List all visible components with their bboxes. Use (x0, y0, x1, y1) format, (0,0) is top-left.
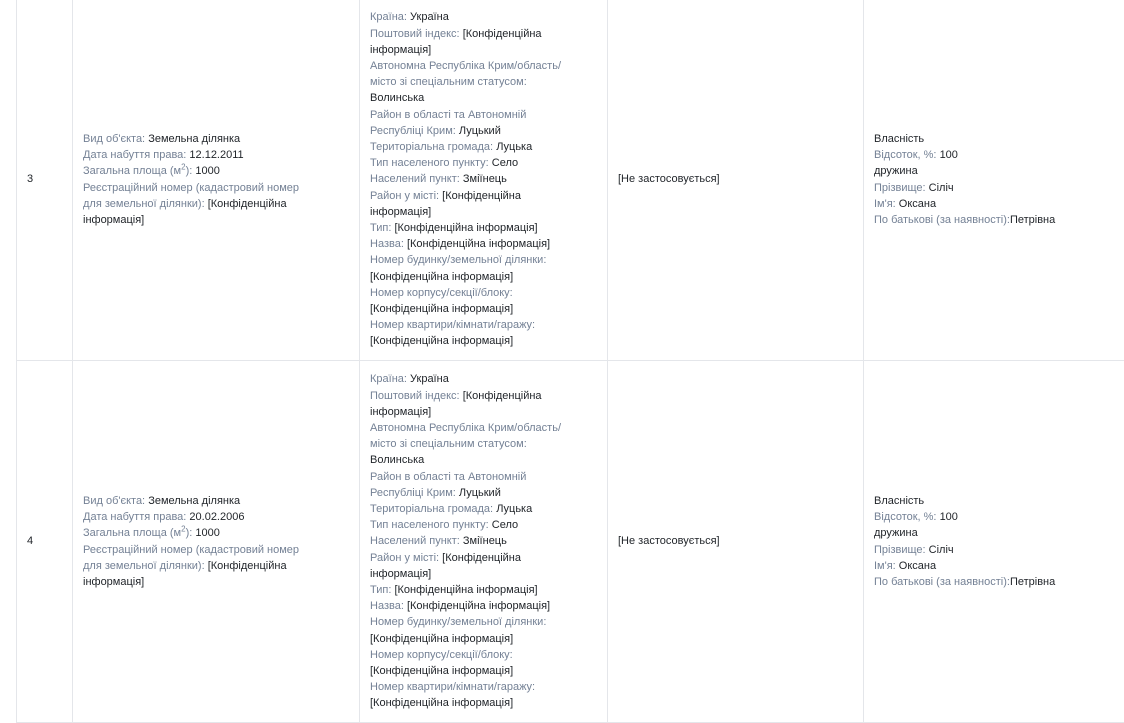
share-value: 100 (940, 149, 958, 161)
community-value: Луцька (496, 503, 532, 515)
share-line (874, 509, 1124, 525)
district-value: Луцький (459, 487, 501, 499)
building-label: Номер корпусу/секції/блоку: (370, 285, 597, 301)
house-label: Номер будинку/земельної ділянки: (370, 614, 597, 630)
postal-line (370, 388, 597, 404)
surname-line (874, 542, 1124, 558)
community-label: Територіальна громада: (370, 503, 493, 515)
area-value: 1000 (195, 165, 219, 177)
city-district-line (370, 188, 597, 204)
settlement-type-label: Тип населеного пункту: (370, 157, 489, 169)
house-label: Номер будинку/земельної ділянки: (370, 252, 597, 268)
street-name-label: Назва: (370, 238, 404, 250)
area-label (83, 527, 192, 539)
row-number: 4 (27, 535, 33, 547)
object-cell (73, 0, 360, 361)
apartment-label: Номер квартири/кімнати/гаражу: (370, 317, 597, 333)
settlement-type-line (370, 155, 597, 171)
street-type-line (370, 582, 597, 598)
area-label-text: Загальна площа (м (83, 527, 181, 539)
settlement-label: Населений пункт: (370, 173, 460, 185)
postal-line (370, 26, 597, 42)
country-line (370, 371, 597, 387)
value-cell (608, 0, 864, 361)
patronymic-line (874, 574, 1124, 590)
name-value: Оксана (899, 560, 936, 572)
street-type-line (370, 220, 597, 236)
district-label-2: Республіці Крим: (370, 487, 456, 499)
name-label: Ім'я: (874, 198, 896, 210)
row-number: 3 (27, 173, 33, 185)
share-label: Відсоток, %: (874, 511, 937, 523)
patronymic-value: Петрівна (1010, 576, 1055, 588)
district-line (370, 485, 597, 501)
share-label: Відсоток, %: (874, 149, 937, 161)
table-row (17, 361, 1124, 723)
community-value: Луцька (496, 141, 532, 153)
object-cell (73, 361, 360, 723)
settlement-line (370, 533, 597, 549)
region-label-1: Автономна Республіка Крим/область/ (370, 420, 597, 436)
country-label: Країна: (370, 373, 407, 385)
area-label-sup: 2 (181, 525, 185, 534)
area-label-text: Загальна площа (м (83, 165, 181, 177)
value-not-applicable: [Не застосовується] (618, 173, 720, 185)
area-label-end: ): (186, 165, 193, 177)
right-type: Власність (874, 131, 1124, 147)
acquisition-date-line (83, 147, 349, 163)
acquisition-date-label: Дата набуття права: (83, 511, 186, 523)
community-line (370, 139, 597, 155)
relation: дружина (874, 525, 1124, 541)
street-name-value: [Конфіденційна інформація] (407, 600, 550, 612)
address-cell (360, 0, 608, 361)
country-value: Україна (410, 373, 449, 385)
region-label-2: місто зі спеціальним статусом: (370, 74, 597, 90)
owner-cell (864, 361, 1124, 723)
relation: дружина (874, 163, 1124, 179)
area-label-end: ): (186, 527, 193, 539)
city-district-value-1: [Конфіденційна (442, 552, 521, 564)
apartment-value: [Конфіденційна інформація] (370, 333, 597, 349)
row-number-cell (17, 361, 73, 723)
name-value: Оксана (899, 198, 936, 210)
registration-value-2: інформація] (83, 212, 349, 228)
city-district-value-2: інформація] (370, 204, 597, 220)
country-line (370, 9, 597, 25)
house-value: [Конфіденційна інформація] (370, 631, 597, 647)
settlement-value: Зміїнець (463, 535, 507, 547)
acquisition-date-value: 12.12.2011 (189, 149, 243, 161)
city-district-line (370, 550, 597, 566)
object-type-line (83, 493, 349, 509)
apartment-label: Номер квартири/кімнати/гаражу: (370, 679, 597, 695)
share-value: 100 (940, 511, 958, 523)
registration-line (83, 558, 349, 574)
city-district-label: Район у місті: (370, 190, 439, 202)
address-cell (360, 361, 608, 723)
settlement-value: Зміїнець (463, 173, 507, 185)
registration-label-line-1: Реєстраційний номер (кадастровий номер (83, 180, 349, 196)
acquisition-date-label: Дата набуття права: (83, 149, 186, 161)
building-value: [Конфіденційна інформація] (370, 663, 597, 679)
object-type-value: Земельна ділянка (148, 133, 240, 145)
street-name-value: [Конфіденційна інформація] (407, 238, 550, 250)
name-line (874, 196, 1124, 212)
district-label-1: Район в області та Автономній (370, 469, 597, 485)
street-name-line (370, 598, 597, 614)
country-label: Країна: (370, 11, 407, 23)
object-type-label: Вид об'єкта: (83, 133, 145, 145)
property-declaration-table (16, 0, 1124, 723)
settlement-type-label: Тип населеного пункту: (370, 519, 489, 531)
house-value: [Конфіденційна інформація] (370, 269, 597, 285)
settlement-type-line (370, 517, 597, 533)
acquisition-date-line (83, 509, 349, 525)
registration-label-line-1: Реєстраційний номер (кадастровий номер (83, 542, 349, 558)
surname-value: Сіліч (929, 544, 954, 556)
region-label-1: Автономна Республіка Крим/область/ (370, 58, 597, 74)
owner-cell (864, 0, 1124, 361)
building-value: [Конфіденційна інформація] (370, 301, 597, 317)
right-type: Власність (874, 493, 1124, 509)
district-label-1: Район в області та Автономній (370, 107, 597, 123)
registration-value-1: [Конфіденційна (208, 560, 287, 572)
street-name-line (370, 236, 597, 252)
postal-value-1: [Конфіденційна (463, 28, 542, 40)
region-value: Волинська (370, 452, 597, 468)
object-type-line (83, 131, 349, 147)
surname-line (874, 180, 1124, 196)
registration-label-line-2: для земельної ділянки): (83, 560, 205, 572)
region-value: Волинська (370, 90, 597, 106)
name-label: Ім'я: (874, 560, 896, 572)
area-line (83, 525, 349, 541)
surname-value: Сіліч (929, 182, 954, 194)
surname-label: Прізвище: (874, 182, 926, 194)
row-number-cell (17, 0, 73, 361)
registration-label-line-2: для земельної ділянки): (83, 198, 205, 210)
postal-value-2: інформація] (370, 42, 597, 58)
patronymic-value: Петрівна (1010, 214, 1055, 226)
city-district-value-1: [Конфіденційна (442, 190, 521, 202)
settlement-type-value: Село (492, 519, 518, 531)
patronymic-label: По батькові (за наявності): (874, 576, 1010, 588)
community-line (370, 501, 597, 517)
registration-line (83, 196, 349, 212)
street-name-label: Назва: (370, 600, 404, 612)
value-not-applicable: [Не застосовується] (618, 535, 720, 547)
registration-value-1: [Конфіденційна (208, 198, 287, 210)
area-line (83, 163, 349, 179)
community-label: Територіальна громада: (370, 141, 493, 153)
registration-value-2: інформація] (83, 574, 349, 590)
share-line (874, 147, 1124, 163)
region-label-2: місто зі спеціальним статусом: (370, 436, 597, 452)
patronymic-label: По батькові (за наявності): (874, 214, 1010, 226)
district-value: Луцький (459, 125, 501, 137)
street-type-value: [Конфіденційна інформація] (394, 584, 537, 596)
settlement-label: Населений пункт: (370, 535, 460, 547)
apartment-value: [Конфіденційна інформація] (370, 695, 597, 711)
postal-label: Поштовий індекс: (370, 28, 460, 40)
area-label-sup: 2 (181, 163, 185, 172)
object-type-label: Вид об'єкта: (83, 495, 145, 507)
name-line (874, 558, 1124, 574)
settlement-line (370, 171, 597, 187)
city-district-value-2: інформація] (370, 566, 597, 582)
street-type-value: [Конфіденційна інформація] (394, 222, 537, 234)
building-label: Номер корпусу/секції/блоку: (370, 647, 597, 663)
surname-label: Прізвище: (874, 544, 926, 556)
postal-label: Поштовий індекс: (370, 390, 460, 402)
area-label (83, 165, 192, 177)
postal-value-2: інформація] (370, 404, 597, 420)
area-value: 1000 (195, 527, 219, 539)
settlement-type-value: Село (492, 157, 518, 169)
street-type-label: Тип: (370, 222, 391, 234)
value-cell (608, 361, 864, 723)
patronymic-line (874, 212, 1124, 228)
country-value: Україна (410, 11, 449, 23)
district-label-2: Республіці Крим: (370, 125, 456, 137)
table-row (17, 0, 1124, 361)
district-line (370, 123, 597, 139)
postal-value-1: [Конфіденційна (463, 390, 542, 402)
city-district-label: Район у місті: (370, 552, 439, 564)
object-type-value: Земельна ділянка (148, 495, 240, 507)
street-type-label: Тип: (370, 584, 391, 596)
acquisition-date-value: 20.02.2006 (189, 511, 244, 523)
